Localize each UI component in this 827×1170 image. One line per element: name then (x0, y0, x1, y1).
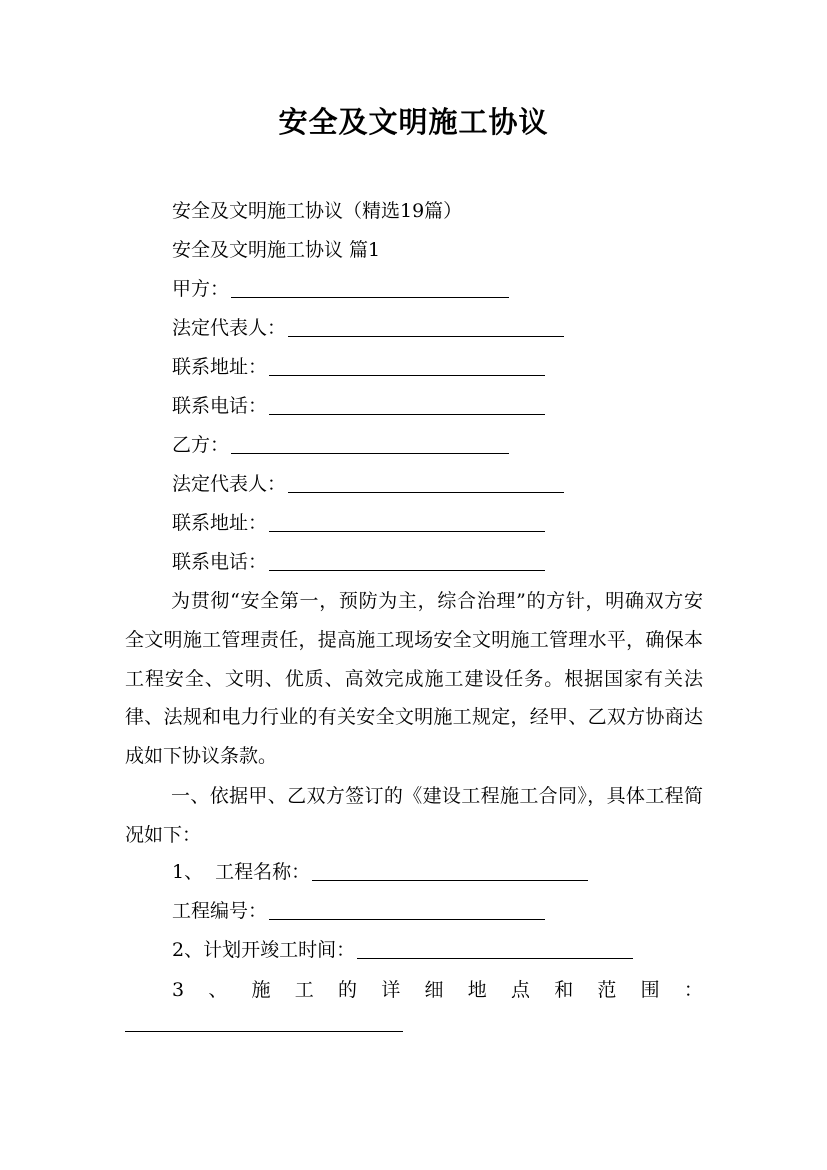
party-b-phone-label: 联系电话： (172, 551, 268, 573)
project-number-line (172, 896, 545, 926)
site-scope-char: 范 (597, 979, 617, 1001)
site-scope-char: 3 (172, 979, 185, 1001)
site-scope-char: 点 (510, 979, 530, 1001)
party-b-address-line (172, 508, 545, 538)
party-b-address-blank (269, 511, 545, 532)
party-a-address-label: 联系地址： (172, 356, 268, 378)
section-heading: 安全及文明施工协议 篇1 (172, 239, 381, 261)
party-b-rep-line (172, 469, 564, 499)
project-number-blank (269, 899, 545, 920)
site-scope-char: 工 (294, 979, 314, 1001)
party-a-phone-blank (269, 394, 545, 415)
party-b-rep-blank (288, 472, 564, 493)
party-a-rep-blank (288, 316, 564, 337)
intro-paragraph: 为贯彻“安全第一，预防为主，综合治理”的方针，明确双方安全文明施工管理责任，提高施工现场安全文明施工管理水平，确保本工程安全、文明、优质、高效完成施工建设任务。根据国家有关法律、法规和电力行业的有关安全文明施工规定，经甲、乙双方协商达成如下协议条款。 (125, 590, 703, 768)
document-title: 安全及文明施工协议 (278, 105, 549, 139)
party-a-blank (231, 277, 509, 298)
project-number-label: 工程编号： (172, 900, 268, 922)
site-scope-char: 和 (554, 979, 574, 1001)
schedule-label: 2、计划开竣工时间： (172, 939, 356, 961)
party-a-label: 甲方： (172, 278, 230, 300)
party-a-phone-label: 联系电话： (172, 395, 268, 417)
project-name-blank (312, 860, 588, 881)
site-scope-char: 施 (251, 979, 271, 1001)
site-scope-char: 地 (467, 979, 487, 1001)
schedule-blank (357, 938, 633, 959)
party-a-rep-line (172, 313, 564, 343)
party-a-rep-label: 法定代表人： (172, 317, 287, 339)
party-b-phone-line (172, 547, 545, 577)
party-a-phone-line (172, 391, 545, 421)
party-b-phone-blank (269, 550, 545, 571)
party-b-line (172, 430, 509, 460)
party-a-address-blank (269, 355, 545, 376)
party-b-blank (231, 433, 509, 454)
document-subtitle: 安全及文明施工协议（精选19篇） (172, 200, 463, 222)
clause-one: 一、依据甲、乙双方签订的《建设工程施工合同》，具体工程简况如下： (125, 785, 703, 846)
project-name-line (172, 857, 588, 887)
party-b-rep-label: 法定代表人： (172, 473, 287, 495)
party-b-label: 乙方： (172, 434, 230, 456)
site-scope-char: 详 (381, 979, 401, 1001)
schedule-line (172, 935, 633, 965)
party-b-address-label: 联系地址： (172, 512, 268, 534)
site-scope-blank (125, 1031, 403, 1032)
site-scope-char: 围 (640, 979, 660, 1001)
site-scope-char: 、 (208, 979, 228, 1001)
party-a-line (172, 274, 509, 304)
site-scope-char: 的 (338, 979, 358, 1001)
site-scope-line (172, 975, 703, 1005)
site-scope-char: 细 (424, 979, 444, 1001)
site-scope-char: ： (683, 979, 703, 1001)
party-a-address-line (172, 352, 545, 382)
project-name-label: 1、 工程名称： (172, 861, 311, 883)
